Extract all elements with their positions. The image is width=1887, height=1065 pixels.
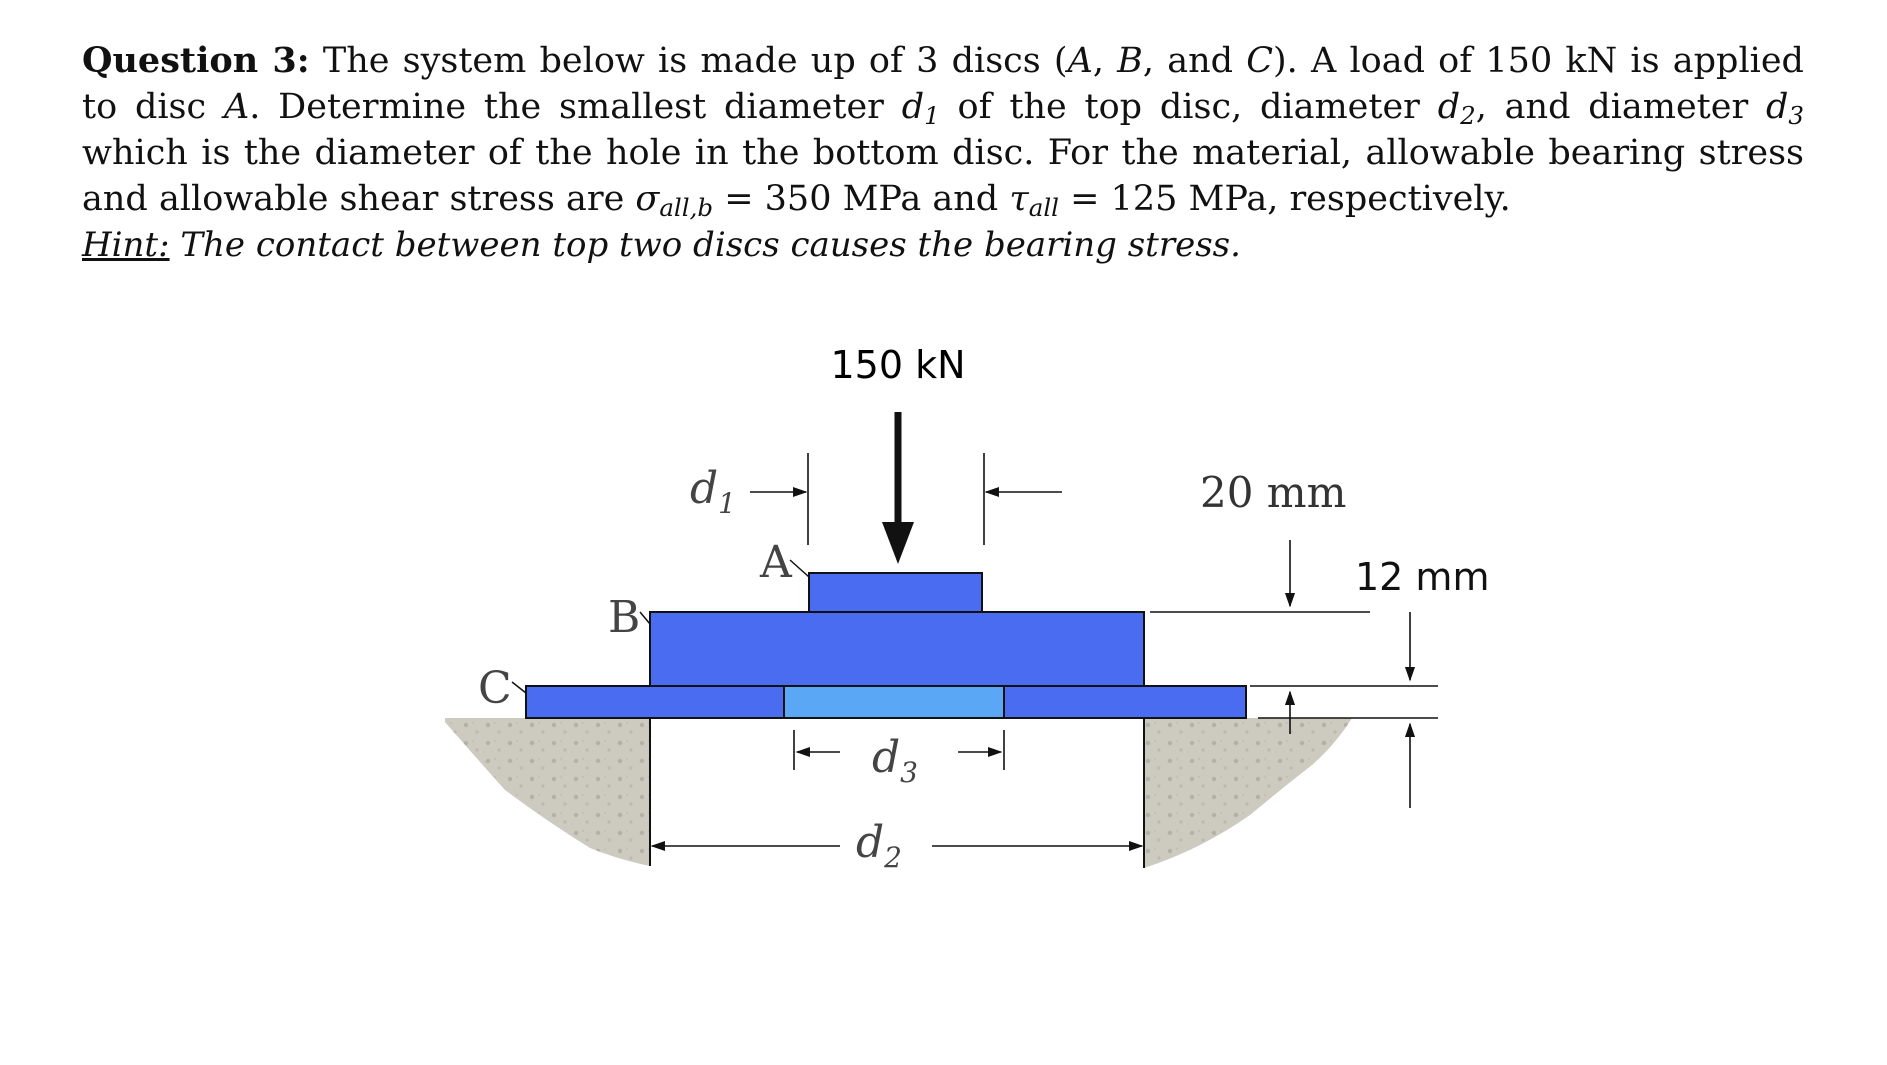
hint-label: Hint: — [82, 225, 170, 265]
load-label: 150 kN — [830, 343, 966, 387]
tau-symbol: $\tau_{all}$ — [1009, 179, 1059, 223]
disc-b — [650, 612, 1144, 686]
label-a: A — [760, 537, 792, 588]
d2-label: $d_2$ — [856, 817, 902, 874]
d2-symbol: $d_2$ — [1437, 87, 1476, 131]
text-run: . Determine the smallest diameter — [249, 87, 902, 127]
d1-label: $d_1$ — [690, 463, 736, 520]
label-b-leader — [640, 612, 650, 624]
text-run: , — [1092, 41, 1118, 81]
hint-text: The contact between top two discs causes the bearing stress. — [169, 225, 1241, 265]
disc-a-symbol: A — [223, 87, 250, 127]
text-run: ). A load of 150 kN is applied to disc — [82, 41, 1804, 127]
sigma-value: = 350 MPa and — [713, 179, 1010, 219]
right-ground-support — [1144, 718, 1352, 868]
disc-c-right — [1004, 686, 1246, 718]
d3-label: $d_3$ — [872, 732, 918, 789]
label-a-leader — [790, 560, 809, 577]
label-b: B — [608, 592, 641, 643]
disc-c-left — [526, 686, 784, 718]
left-ground-support — [445, 718, 650, 866]
disc-a-symbol: A — [1067, 41, 1093, 81]
text-run: The system below is made up of 3 discs ( — [309, 41, 1068, 81]
question-label: Question 3: — [82, 40, 310, 81]
text-run: , and — [1142, 41, 1247, 81]
d3-symbol: $d_3$ — [1766, 87, 1804, 131]
text-run: which is the diameter of the hole in the bottom disc. For the material, allowable bearing stress and allowable shear stress are — [82, 133, 1804, 219]
disc-a — [809, 573, 982, 612]
dim-12-label: 12 mm — [1355, 555, 1490, 599]
text-run: of the top disc, diameter — [939, 87, 1438, 127]
label-c-leader — [512, 682, 526, 693]
sigma-symbol: $\sigma_{all,b}$ — [635, 179, 714, 223]
tau-value: = 125 MPa, respectively. — [1059, 179, 1511, 219]
text-run: , and diameter — [1475, 87, 1766, 127]
disc-b-symbol: B — [1117, 41, 1143, 81]
load-arrow — [882, 412, 914, 564]
disc-c-hole — [784, 686, 1004, 718]
dim-20-label: 20 mm — [1200, 468, 1347, 517]
disc-c-symbol: C — [1246, 41, 1274, 81]
label-c: C — [478, 663, 512, 714]
d1-symbol: $d_1$ — [901, 87, 940, 131]
